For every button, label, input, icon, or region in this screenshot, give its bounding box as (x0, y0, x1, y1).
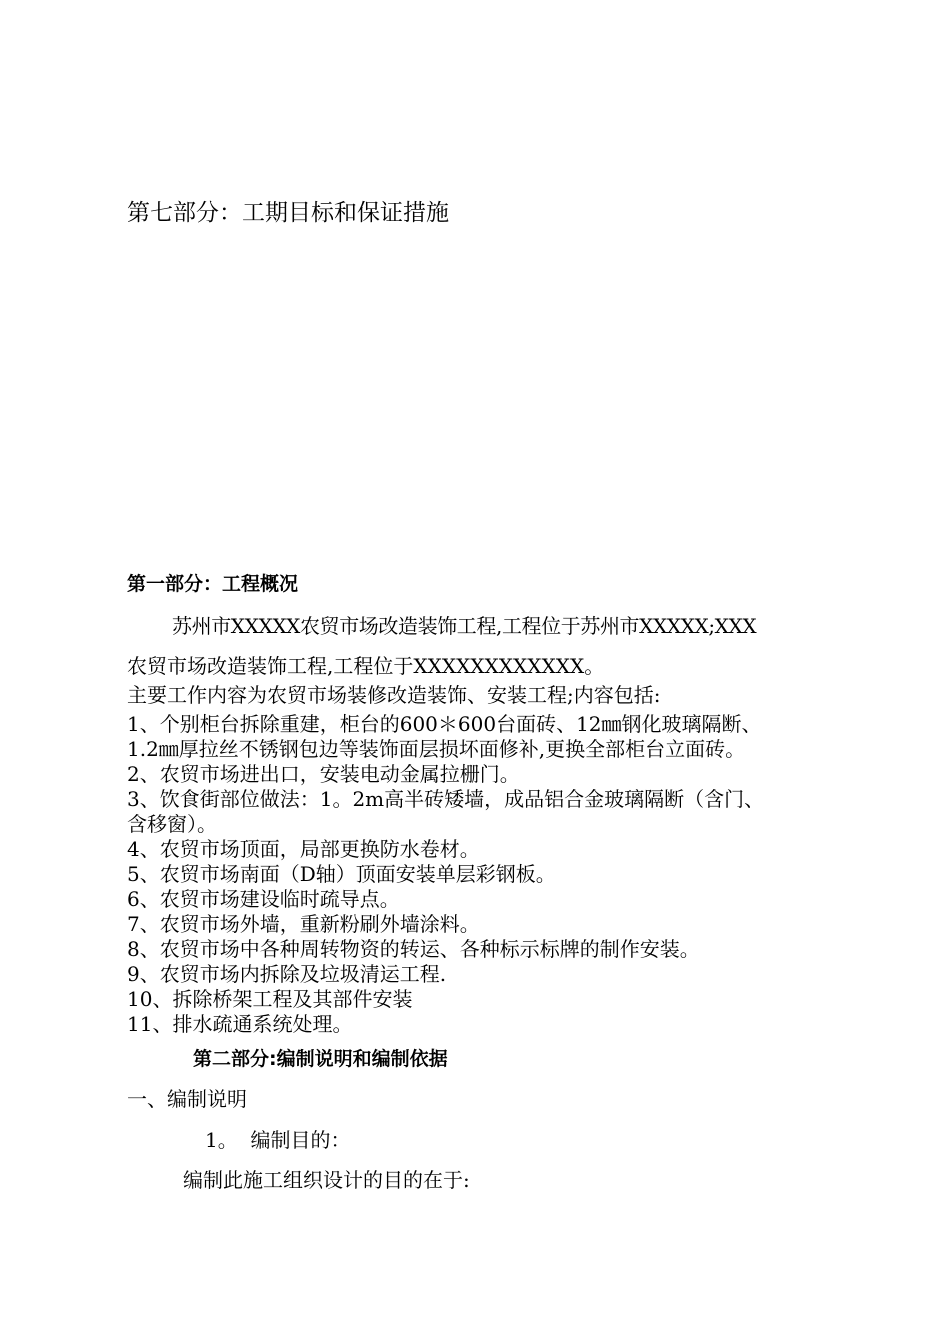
list-item: 6、农贸市场建设临时疏导点。 (127, 887, 400, 911)
subsection-heading: 1。 编制目的： (205, 1128, 351, 1152)
scope-line: 主要工作内容为农贸市场装修改造装饰、安装工程;内容包括: (127, 683, 661, 707)
list-item: 8、农贸市场中各种周转物资的转运、各种标示标牌的制作安装。 (127, 937, 700, 961)
list-item: 9、农贸市场内拆除及垃圾清运工程. (127, 962, 447, 986)
list-item: 1.2㎜厚拉丝不锈钢包边等装饰面层损坏面修补,更换全部柜台立面砖。 (127, 737, 746, 761)
list-item: 3、饮食街部位做法：1。2m高半砖矮墙，成品铝合金玻璃隔断（含门、 (127, 787, 765, 811)
list-item: 2、农贸市场进出口，安装电动金属拉栅门。 (127, 762, 520, 786)
list-item: 5、农贸市场南面（D轴）顶面安装单层彩钢板。 (127, 862, 556, 886)
list-item: 11、排水疏通系统处理。 (127, 1012, 353, 1036)
list-item: 4、农贸市场顶面，局部更换防水卷材。 (127, 837, 480, 861)
toc-entry-part7: 第七部分：工期目标和保证措施 (127, 200, 449, 226)
part1-heading: 第一部分：工程概况 (127, 573, 299, 595)
list-item: 10、拆除桥架工程及其部件安装 (127, 987, 413, 1011)
list-item: 含移窗）。 (127, 812, 217, 836)
list-item: 7、农贸市场外墙，重新粉刷外墙涂料。 (127, 912, 480, 936)
intro-line-2: 农贸市场改造装饰工程,工程位于XXXXXXXXXXXX。 (127, 654, 605, 678)
body-paragraph: 编制此施工组织设计的目的在于: (183, 1168, 470, 1192)
list-item: 1、个别柜台拆除重建，柜台的600＊600台面砖、12㎜钢化玻璃隔断、 (127, 712, 762, 736)
section-heading: 一、编制说明 (127, 1087, 247, 1111)
part2-heading: 第二部分:编制说明和编制依据 (193, 1048, 448, 1070)
intro-line-1: 苏州市XXXXX农贸市场改造装饰工程,工程位于苏州市XXXXX;XXX (172, 614, 757, 638)
